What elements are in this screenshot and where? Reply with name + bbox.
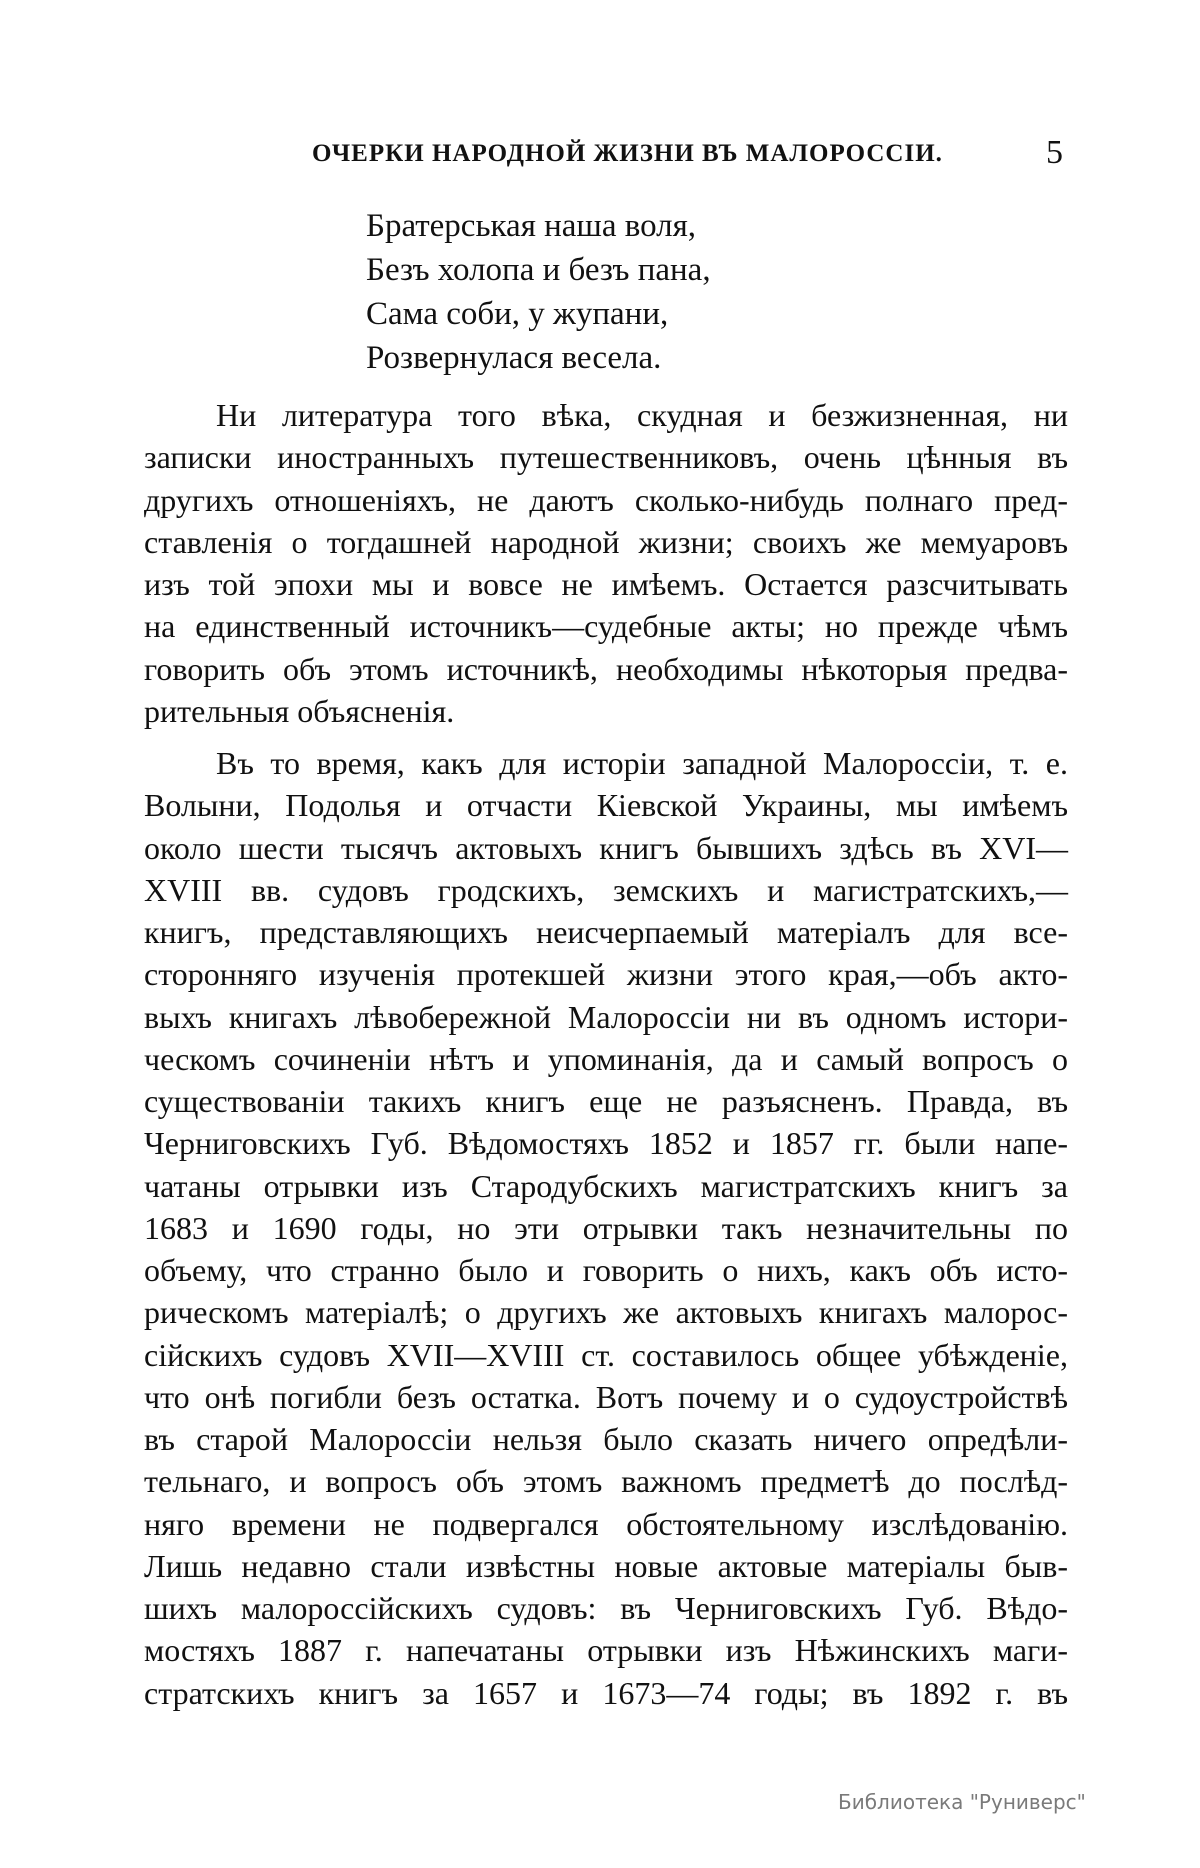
text-line: около шести тысячъ актовыхъ книгъ бывшихъ здѣсь въ XVI— [144,829,1068,866]
text-line: няго времени не подвергался обстоятельному изслѣдованію. [144,1505,1068,1542]
text-line: ставленія о тогдашней народной жизни; своихъ же мемуаровъ [144,523,1068,560]
text-line: 1683 и 1690 годы, но эти отрывки такъ незначительны по [144,1209,1068,1246]
text-line: сійскихъ судовъ XVII—XVIII ст. составилось общее убѣжденіе, [144,1336,1068,1373]
library-watermark: Библиотека "Руниверс" [838,1790,1086,1814]
text-line: тельнаго, и вопросъ объ этомъ важномъ предметѣ до послѣд- [144,1463,1068,1500]
text-line: сторонняго изученія протекшей жизни этого края,—объ акто- [144,956,1068,993]
text-line: записки иностранныхъ путешественниковъ, очень цѣнныя въ [144,439,1068,476]
text-line: рическомъ матеріалѣ; о другихъ же актовыхъ книгахъ малорос- [144,1294,1068,1331]
text-line: выхъ книгахъ лѣвобережной Малороссіи ни въ одномъ истори- [144,998,1068,1035]
paragraph-1 [144,394,1068,732]
text-line: книгъ, представляющихъ неисчерпаемый матеріалъ для все- [144,914,1068,950]
text-line: другихъ отношеніяхъ, не даютъ сколько-нибудь полнаго пред- [144,481,1068,518]
text-line: Въ то время, какъ для исторіи западной Малороссіи, т. е. [216,745,1068,781]
text-line: чатаны отрывки изъ Стародубскихъ магистратскихъ книгъ за [144,1167,1068,1204]
text-line: Черниговскихъ Губ. Вѣдомостяхъ 1852 и 1857 гг. были напе- [144,1125,1068,1162]
text-line: Лишь недавно стали извѣстны новые актовые матеріалы быв- [144,1547,1068,1584]
verse-line: Розвернулася весела. [366,340,662,376]
text-line: изъ той эпохи мы и вовсе не имѣемъ. Остается разсчитывать [144,566,1068,602]
text-line: мостяхъ 1887 г. напечатаны отрывки изъ Нѣжинскихъ маги- [144,1632,1068,1669]
text-line: стратскихъ книгъ за 1657 и 1673—74 годы; въ 1892 г. въ [144,1674,1068,1711]
text-line: ческомъ сочиненіи нѣтъ и упоминанія, да и самый вопросъ о [144,1040,1068,1077]
text-line: говорить объ этомъ источникѣ, необходимы нѣкоторыя предва- [144,650,1068,687]
text-line: Ни литература того вѣка, скудная и безжизненная, ни [216,397,1068,433]
body-text [144,394,1068,1714]
text-line: что онѣ погибли безъ остатка. Вотъ почему и о судоустройствѣ [144,1378,1068,1415]
verse-line: Братерськая наша воля, [366,208,697,244]
page-number: 5 [1046,134,1063,171]
text-line: существованіи такихъ книгъ еще не разъясненъ. Правда, въ [144,1083,1068,1119]
text-line: XVIII вв. судовъ гродскихъ, земскихъ и магистратскихъ,— [144,871,1068,908]
text-line: рительныя объясненія. [144,692,455,729]
verse-line: Сама соби, у жупани, [366,296,669,332]
running-title: ОЧЕРКИ НАРОДНОЙ ЖИЗНИ ВЪ МАЛОРОССІИ. [312,140,943,167]
text-line: на единственный источникъ—судебные акты; но прежде чѣмъ [144,608,1068,645]
text-line: въ старой Малороссіи нельзя было сказать ничего опредѣли- [144,1421,1068,1457]
text-line: объему, что странно было и говорить о нихъ, какъ объ исто- [144,1252,1068,1288]
paragraph-gap [144,732,1068,742]
text-line: Волыни, Подолья и отчасти Кіевской Украины, мы имѣемъ [144,787,1068,824]
text-line: шихъ малороссійскихъ судовъ: въ Черниговскихъ Губ. Вѣдо- [144,1590,1068,1626]
paragraph-2 [144,742,1068,1714]
verse-line: Безъ холопа и безъ пана, [366,252,711,288]
verse-block [366,204,711,380]
